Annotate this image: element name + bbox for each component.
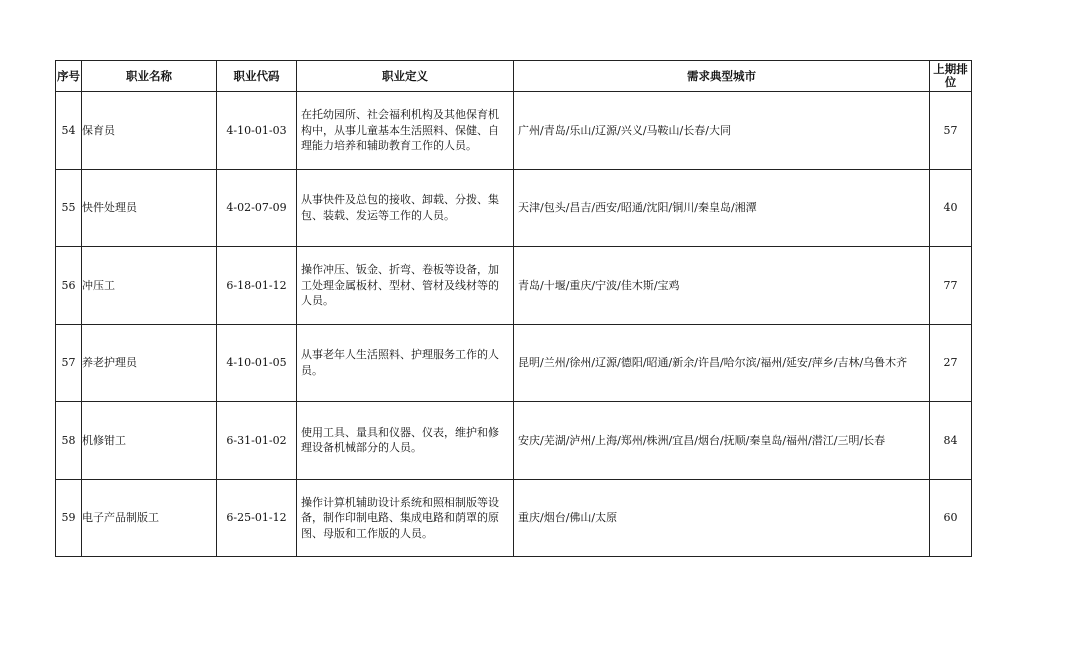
header-definition: 职业定义 xyxy=(297,61,514,92)
cell-last-rank: 57 xyxy=(930,92,972,170)
header-last-rank: 上期排位 xyxy=(930,61,972,92)
table-row xyxy=(56,92,972,170)
cell-last-rank: 40 xyxy=(930,169,972,247)
table-row xyxy=(56,169,972,247)
table-row xyxy=(56,247,972,325)
header-cities: 需求典型城市 xyxy=(514,61,930,92)
cell-definition: 使用工具、量具和仪器、仪表，维护和修理设备机械部分的人员。 xyxy=(297,402,514,480)
cell-last-rank: 77 xyxy=(930,247,972,325)
cell-definition: 操作计算机辅助设计系统和照相制版等设备，制作印制电路、集成电路和荫罩的原图、母版和工作版的人员。 xyxy=(297,479,514,557)
cell-definition: 从事老年人生活照料、护理服务工作的人员。 xyxy=(297,324,514,402)
cell-name: 电子产品制版工 xyxy=(82,479,217,557)
header-code: 职业代码 xyxy=(217,61,297,92)
cell-definition: 在托幼园所、社会福利机构及其他保育机构中，从事儿童基本生活照料、保健、自理能力培养和辅助教育工作的人员。 xyxy=(297,92,514,170)
cell-cities: 安庆/芜湖/泸州/上海/郑州/株洲/宜昌/烟台/抚顺/秦皇岛/福州/潜江/三明/长春 xyxy=(514,402,930,480)
table-row xyxy=(56,479,972,557)
table-row xyxy=(56,402,972,480)
table-row xyxy=(56,324,972,402)
cell-name: 快件处理员 xyxy=(82,169,217,247)
cell-no: 55 xyxy=(56,169,82,247)
cell-code: 6-31-01-02 xyxy=(217,402,297,480)
cell-definition: 从事快件及总包的接收、卸载、分拨、集包、装载、发运等工作的人员。 xyxy=(297,169,514,247)
cell-no: 58 xyxy=(56,402,82,480)
cell-last-rank: 60 xyxy=(930,479,972,557)
cell-cities: 昆明/兰州/徐州/辽源/德阳/昭通/新余/许昌/哈尔滨/福州/延安/萍乡/吉林/乌鲁木齐 xyxy=(514,324,930,402)
cell-code: 4-02-07-09 xyxy=(217,169,297,247)
cell-cities: 青岛/十堰/重庆/宁波/佳木斯/宝鸡 xyxy=(514,247,930,325)
cell-code: 6-18-01-12 xyxy=(217,247,297,325)
cell-name: 保育员 xyxy=(82,92,217,170)
cell-code: 4-10-01-03 xyxy=(217,92,297,170)
cell-no: 59 xyxy=(56,479,82,557)
cell-name: 机修钳工 xyxy=(82,402,217,480)
table-header-row xyxy=(56,61,972,92)
cell-name: 冲压工 xyxy=(82,247,217,325)
cell-code: 6-25-01-12 xyxy=(217,479,297,557)
cell-no: 57 xyxy=(56,324,82,402)
occupation-table xyxy=(55,60,972,557)
cell-no: 56 xyxy=(56,247,82,325)
cell-definition: 操作冲压、钣金、折弯、卷板等设备，加工处理金属板材、型材、管材及线材等的人员。 xyxy=(297,247,514,325)
header-no: 序号 xyxy=(56,61,82,92)
cell-no: 54 xyxy=(56,92,82,170)
cell-cities: 天津/包头/昌吉/西安/昭通/沈阳/铜川/秦皇岛/湘潭 xyxy=(514,169,930,247)
header-name: 职业名称 xyxy=(82,61,217,92)
cell-code: 4-10-01-05 xyxy=(217,324,297,402)
cell-last-rank: 27 xyxy=(930,324,972,402)
cell-name: 养老护理员 xyxy=(82,324,217,402)
cell-cities: 重庆/烟台/佛山/太原 xyxy=(514,479,930,557)
cell-last-rank: 84 xyxy=(930,402,972,480)
cell-cities: 广州/青岛/乐山/辽源/兴义/马鞍山/长春/大同 xyxy=(514,92,930,170)
